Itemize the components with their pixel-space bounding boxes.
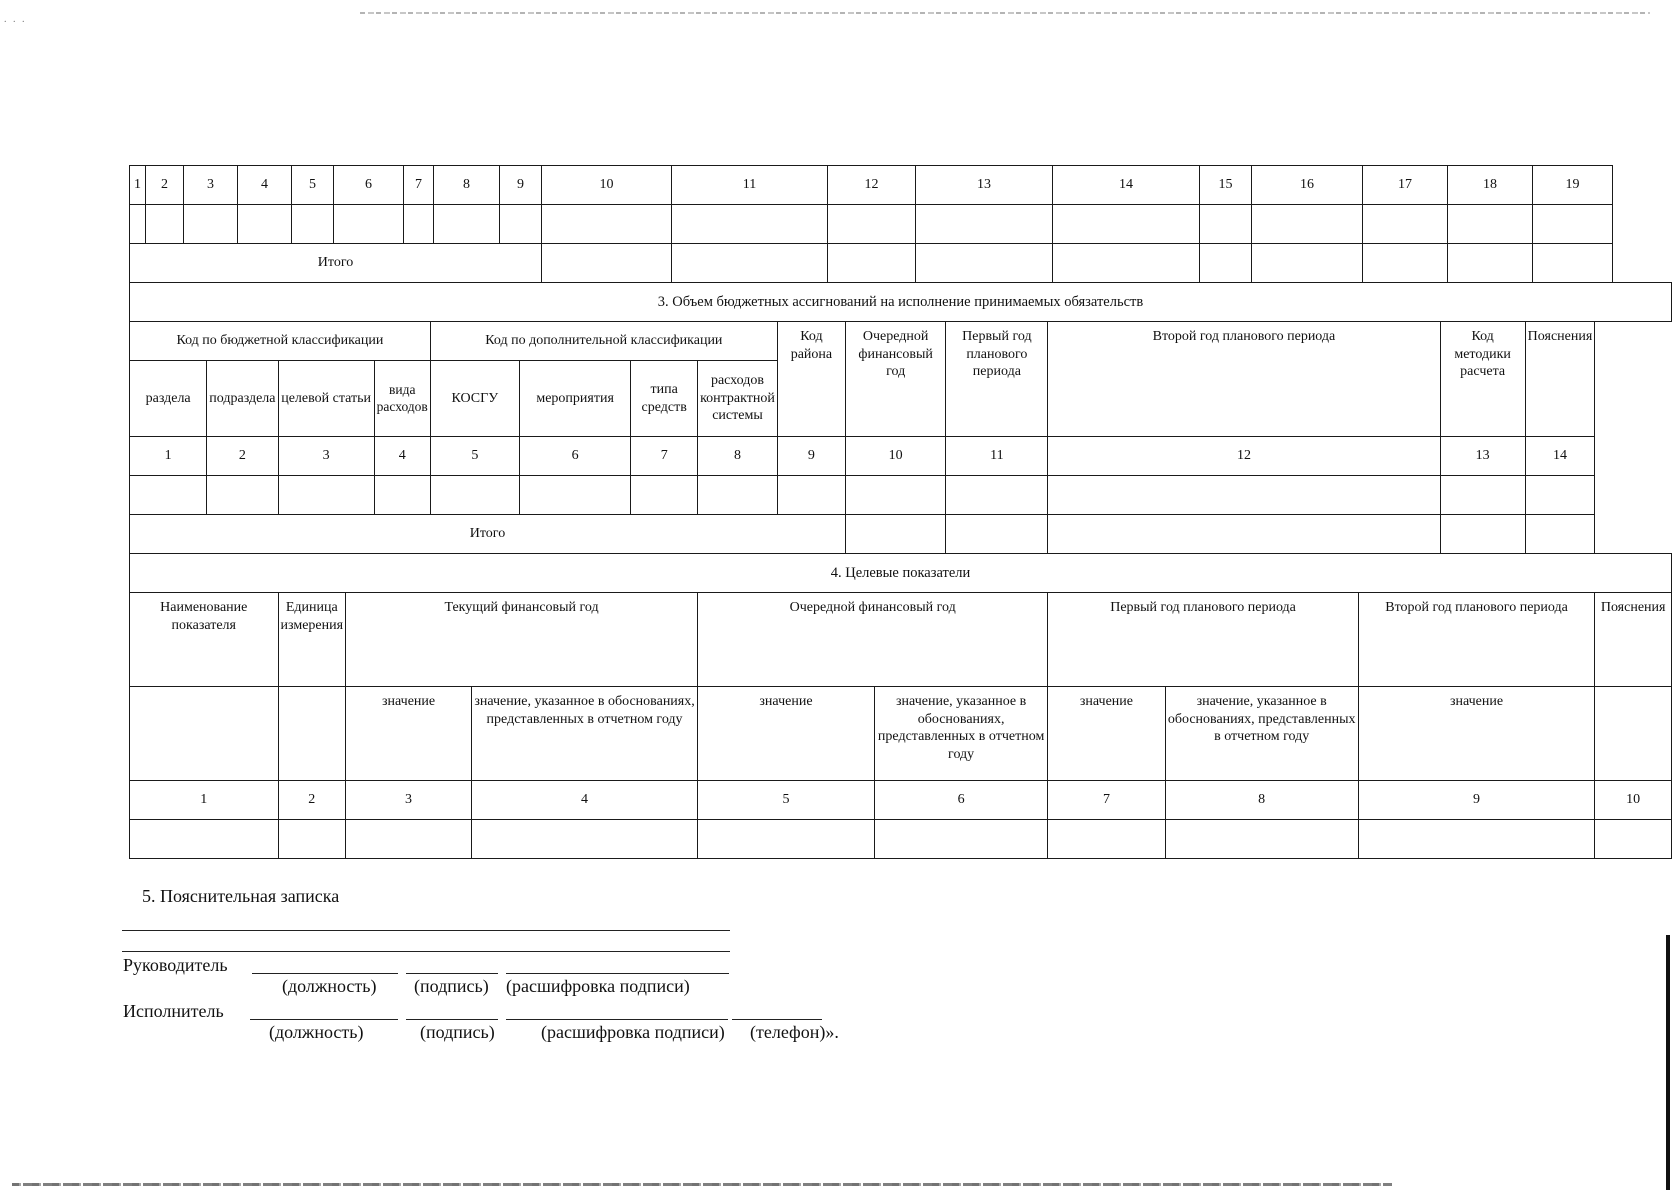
table-cell[interactable] [1525, 476, 1595, 515]
col-number: 6 [874, 781, 1047, 820]
col-number: 17 [1363, 166, 1448, 205]
col-number: 6 [334, 166, 404, 205]
col-number: 11 [672, 166, 828, 205]
col-number: 12 [828, 166, 916, 205]
note-line [122, 951, 730, 952]
signature-line [406, 973, 498, 974]
table-cell[interactable] [238, 205, 292, 244]
col-number: 4 [472, 781, 698, 820]
table-cell[interactable] [500, 205, 542, 244]
table-cell[interactable] [1200, 244, 1252, 283]
kosgu-header: КОСГУ [430, 361, 519, 437]
col-number: 7 [1048, 781, 1165, 820]
col-number: 10 [845, 437, 945, 476]
explanations-header: Пояснения [1595, 593, 1672, 687]
table-cell[interactable] [916, 244, 1053, 283]
table-cell [278, 687, 346, 781]
head-label: Руководитель [123, 955, 228, 975]
col-number: 15 [1200, 166, 1252, 205]
value-in-reports-header: значение, указанное в обоснованиях, представленных в отчетном году [1165, 687, 1358, 781]
column-number-row [130, 781, 1672, 820]
unit-header: Единица измерения [278, 593, 346, 687]
signature-line [506, 1019, 728, 1020]
table-row [130, 476, 1672, 515]
table-row [130, 820, 1672, 859]
table-cell[interactable] [1440, 515, 1525, 554]
table-cell[interactable] [130, 820, 279, 859]
table-cell[interactable] [1048, 515, 1440, 554]
table-cell[interactable] [404, 205, 434, 244]
additional-class-header: Код по дополнительной классификации [430, 322, 777, 361]
col-number: 1 [130, 166, 146, 205]
section-4-title: 4. Целевые показатели [130, 554, 1672, 593]
table-cell[interactable] [1525, 515, 1595, 554]
current-fin-year-header: Текущий финансовый год [346, 593, 698, 687]
col-number: 13 [1440, 437, 1525, 476]
table-cell[interactable] [184, 205, 238, 244]
fund-type-header: типа средств [631, 361, 698, 437]
table-cell[interactable] [874, 820, 1047, 859]
target-article-header: целевой статьи [278, 361, 374, 437]
table-cell[interactable] [542, 244, 672, 283]
table-cell[interactable] [631, 476, 698, 515]
table-cell[interactable] [146, 205, 184, 244]
table-cell[interactable] [1048, 820, 1165, 859]
table-cell[interactable] [946, 515, 1048, 554]
table-cell[interactable] [519, 476, 630, 515]
explanations-header: Пояснения [1525, 322, 1595, 437]
table-cell[interactable] [1448, 244, 1533, 283]
table-sections-3-4 [129, 282, 1672, 859]
second-plan-year-header: Второй год планового периода [1048, 322, 1440, 437]
signature-line [252, 973, 398, 974]
indicator-name-header: Наименование показателя [130, 593, 279, 687]
col-number: 8 [698, 437, 778, 476]
table-cell[interactable] [292, 205, 334, 244]
value-header: значение [1048, 687, 1165, 781]
table-cell[interactable] [1053, 205, 1200, 244]
table-cell[interactable] [1252, 205, 1363, 244]
note-line [122, 930, 730, 931]
table-cell[interactable] [1448, 205, 1533, 244]
col-number: 4 [374, 437, 430, 476]
signature-caption: (подпись) [414, 976, 489, 996]
table-cell[interactable] [1252, 244, 1363, 283]
subsection-header: подраздела [207, 361, 278, 437]
col-number: 8 [1165, 781, 1358, 820]
section-4-subheader-row [130, 687, 1672, 781]
signature-caption: (подпись) [420, 1022, 495, 1042]
event-header: мероприятия [519, 361, 630, 437]
section-3-header-row [130, 322, 1672, 361]
table-cell[interactable] [334, 205, 404, 244]
table-cell[interactable] [946, 476, 1048, 515]
first-plan-year-header: Первый год планового периода [946, 322, 1048, 437]
table-cell[interactable] [542, 205, 672, 244]
total-row [130, 515, 1672, 554]
method-code-header: Код методики расчета [1440, 322, 1525, 437]
table-cell[interactable] [828, 205, 916, 244]
table-cell[interactable] [278, 820, 346, 859]
col-number: 19 [1533, 166, 1613, 205]
section-header: раздела [130, 361, 207, 437]
position-caption: (должность) [282, 976, 377, 996]
table-cell[interactable] [916, 205, 1053, 244]
col-number: 13 [916, 166, 1053, 205]
table-cell[interactable] [672, 244, 828, 283]
col-number: 16 [1252, 166, 1363, 205]
section-4-title-row [130, 554, 1672, 593]
table-cell[interactable] [828, 244, 916, 283]
table-cell[interactable] [472, 820, 698, 859]
scan-artifact-right [1666, 935, 1670, 1190]
col-number: 14 [1053, 166, 1200, 205]
col-number: 10 [1595, 781, 1672, 820]
table-cell[interactable] [1200, 205, 1252, 244]
table-continuation [129, 165, 1613, 283]
col-number: 3 [346, 781, 472, 820]
phone-caption: (телефон)». [750, 1022, 839, 1042]
col-number: 1 [130, 781, 279, 820]
col-number: 2 [278, 781, 346, 820]
table-cell[interactable] [1440, 476, 1525, 515]
col-number: 5 [292, 166, 334, 205]
section-4-header-row [130, 593, 1672, 687]
col-number: 3 [184, 166, 238, 205]
col-number: 14 [1525, 437, 1595, 476]
table-cell[interactable] [1533, 205, 1613, 244]
table-cell[interactable] [434, 205, 500, 244]
col-number: 18 [1448, 166, 1533, 205]
table-cell[interactable] [130, 476, 207, 515]
second-plan-year-header: Второй год планового периода [1358, 593, 1595, 687]
table-cell[interactable] [1363, 205, 1448, 244]
signature-transcript-caption: (расшифровка подписи) [506, 976, 690, 996]
table-cell[interactable] [130, 205, 146, 244]
column-number-row [130, 166, 1613, 205]
value-header: значение [1358, 687, 1595, 781]
scan-noise: . . . [4, 14, 27, 25]
table-cell[interactable] [346, 820, 472, 859]
signature-line [506, 973, 729, 974]
table-cell[interactable] [698, 820, 875, 859]
table-cell[interactable] [672, 205, 828, 244]
table-cell[interactable] [374, 476, 430, 515]
value-in-reports-header: значение, указанное в обоснованиях, представленных в отчетном году [874, 687, 1047, 781]
col-number: 7 [631, 437, 698, 476]
value-in-reports-header: значение, указанное в обоснованиях, представленных в отчетном году [472, 687, 698, 781]
section-3-title-row [130, 283, 1672, 322]
district-code-header: Код района [777, 322, 845, 437]
scan-artifact-top [360, 12, 1650, 14]
col-number: 5 [698, 781, 875, 820]
col-number: 5 [430, 437, 519, 476]
expense-type-header: вида расходов [374, 361, 430, 437]
col-number: 12 [1048, 437, 1440, 476]
next-fin-year-header: Очередной финансовый год [845, 322, 945, 437]
position-caption: (должность) [269, 1022, 364, 1042]
table-cell[interactable] [278, 476, 374, 515]
table-cell[interactable] [1533, 244, 1613, 283]
table-cell[interactable] [1053, 244, 1200, 283]
total-label: Итого [130, 244, 542, 283]
section-3-title: 3. Объем бюджетных ассигнований на исполнение принимаемых обязательств [130, 283, 1672, 322]
total-row [130, 244, 1613, 283]
total-label: Итого [130, 515, 846, 554]
col-number: 7 [404, 166, 434, 205]
col-number: 2 [207, 437, 278, 476]
signature-line [406, 1019, 498, 1020]
signature-line [732, 1019, 822, 1020]
table-cell[interactable] [1165, 820, 1358, 859]
table-cell[interactable] [430, 476, 519, 515]
col-number: 8 [434, 166, 500, 205]
col-number: 6 [519, 437, 630, 476]
table-cell[interactable] [1358, 820, 1595, 859]
table-cell[interactable] [207, 476, 278, 515]
column-number-row [130, 437, 1672, 476]
col-number: 1 [130, 437, 207, 476]
table-cell[interactable] [845, 515, 945, 554]
signature-line [250, 1019, 398, 1020]
table-cell[interactable] [777, 476, 845, 515]
col-number: 2 [146, 166, 184, 205]
table-cell[interactable] [845, 476, 945, 515]
table-cell[interactable] [1595, 820, 1672, 859]
col-number: 3 [278, 437, 374, 476]
col-number: 11 [946, 437, 1048, 476]
budget-class-header: Код по бюджетной классификации [130, 322, 431, 361]
col-number: 9 [777, 437, 845, 476]
first-plan-year-header: Первый год планового периода [1048, 593, 1358, 687]
value-header: значение [346, 687, 472, 781]
col-number: 9 [1358, 781, 1595, 820]
table-cell[interactable] [1363, 244, 1448, 283]
table-cell[interactable] [698, 476, 778, 515]
col-number: 9 [500, 166, 542, 205]
scan-artifact-bottom [12, 1183, 1392, 1186]
executor-label: Исполнитель [123, 1001, 224, 1021]
value-header: значение [698, 687, 875, 781]
col-number: 10 [542, 166, 672, 205]
section-5-title: 5. Пояснительная записка [142, 886, 340, 906]
table-cell[interactable] [1048, 476, 1440, 515]
contract-expenses-header: расходов контрактной системы [698, 361, 778, 437]
table-row [130, 205, 1613, 244]
next-fin-year-header: Очередной финансовый год [698, 593, 1048, 687]
signature-transcript-caption: (расшифровка подписи) [541, 1022, 725, 1042]
col-number: 4 [238, 166, 292, 205]
table-cell [1595, 687, 1672, 781]
table-cell [130, 687, 279, 781]
